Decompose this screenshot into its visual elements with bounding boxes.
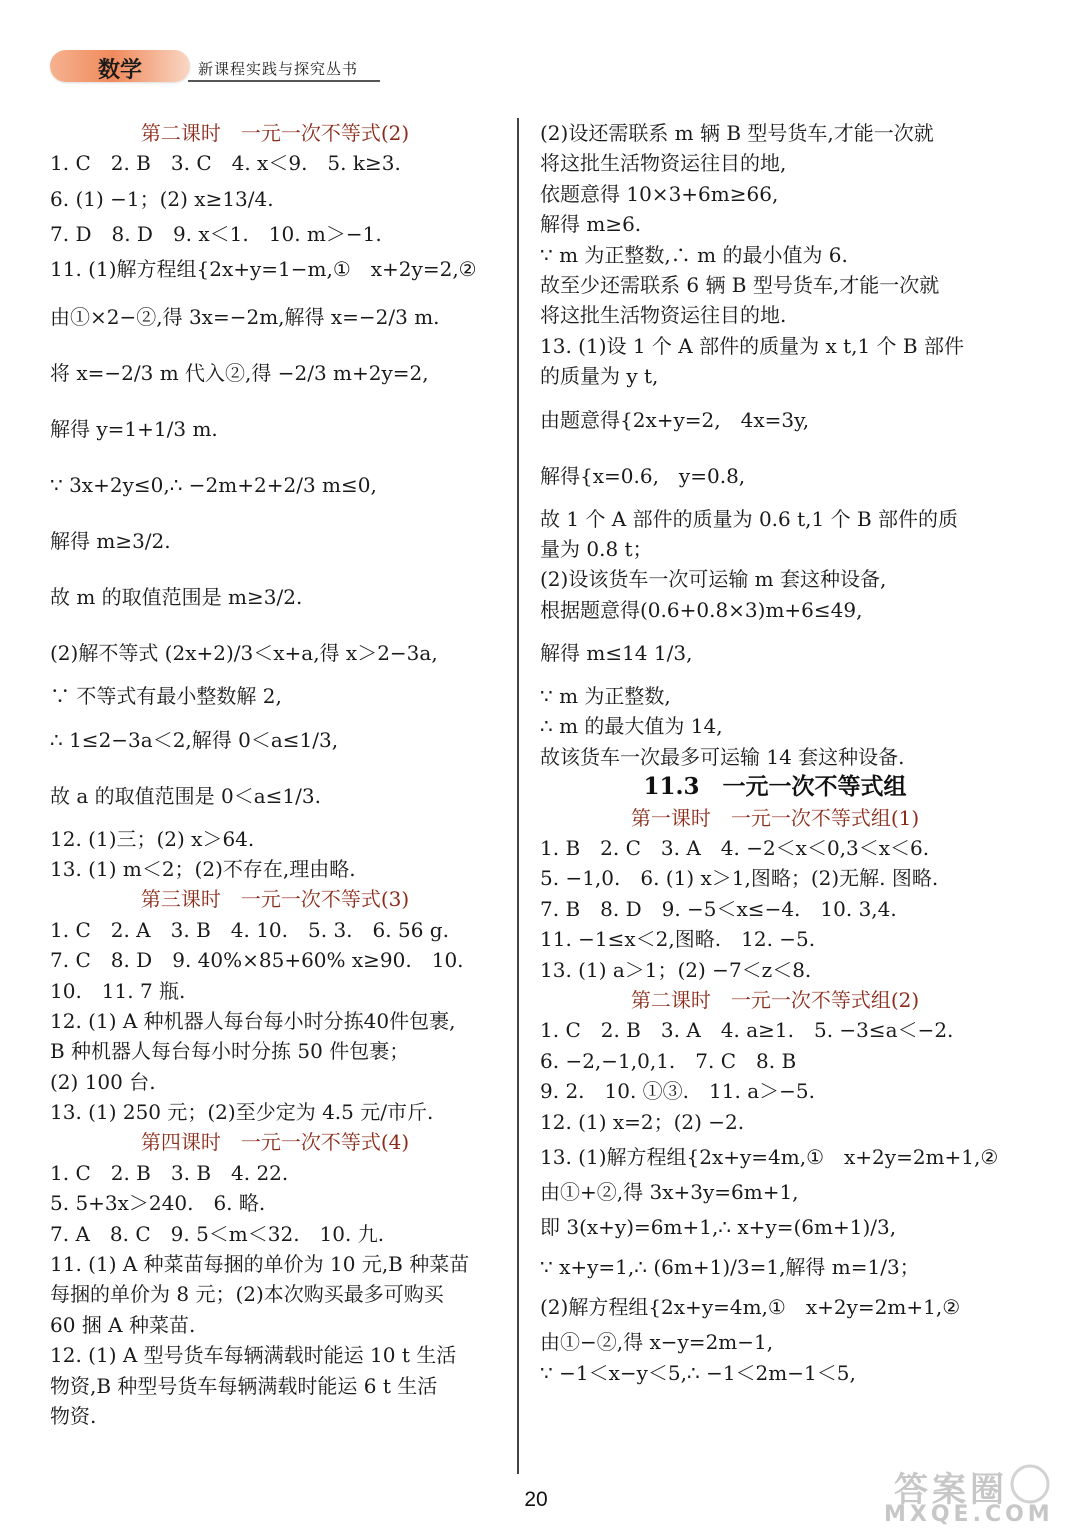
answer-line: (2)设该货车一次可运输 m 套这种设备, (540, 567, 887, 592)
answer-line: 解得 m≤14 1/3, (540, 641, 693, 666)
answer-line: 根据题意得(0.6+0.8×3)m+6≤49, (540, 597, 863, 622)
answer-line: 12. (1)三；(2) x＞64. (50, 826, 255, 851)
answer-line: 5. 5+3x＞240. 6. 略. (50, 1191, 266, 1216)
answer-line: 故至少还需联系 6 辆 B 型号货车,才能一次就 (540, 272, 940, 297)
answer-line: 13. (1) a＞1；(2) −7＜z＜8. (540, 957, 812, 982)
answer-line: 6. −2,−1,0,1. 7. C 8. B (540, 1048, 797, 1073)
answer-line: 每捆的单价为 8 元；(2)本次购买最多可购买 (50, 1282, 444, 1307)
answer-line: (2)解不等式 (2x+2)/3＜x+a,得 x＞2−3a, (50, 641, 438, 666)
answer-line: 60 捆 A 种菜苗. (50, 1312, 196, 1337)
answer-line: ∵ −1＜x−y＜5,∴ −1＜2m−1＜5, (540, 1360, 856, 1385)
answer-line: 10. 11. 7 瓶. (50, 978, 186, 1003)
answer-line: 11. −1≤x＜2,图略. 12. −5. (540, 927, 816, 952)
answer-line: 物资. (50, 1403, 97, 1428)
section-heading: 第一课时 一元一次不等式组(1) (630, 805, 920, 830)
left-column (50, 118, 500, 1431)
answer-line: 13. (1)解方程组{2x+y=4m,① x+2y=2m+1,② (540, 1144, 999, 1169)
column-divider (517, 118, 519, 1474)
section-heading: 第二课时 一元一次不等式组(2) (630, 987, 920, 1012)
watermark-url: MXQE.COM (884, 1502, 1054, 1527)
answer-line: 物资,B 种型号货车每辆满载时能运 6 t 生活 (50, 1373, 438, 1398)
answer-line: 11. (1)解方程组{2x+y=1−m,① x+2y=2,② (50, 257, 477, 282)
answer-line: ∵ 3x+2y≤0,∴ −2m+2+2/3 m≤0, (50, 473, 377, 498)
answer-line: 解得{x=0.6, y=0.8, (540, 463, 746, 488)
answer-line: 6. (1) −1；(2) x≥13/4. (50, 186, 274, 211)
answer-line: 1. C 2. B 3. B 4. 22. (50, 1160, 289, 1185)
right-column (540, 118, 1010, 1388)
answer-line: 依题意得 10×3+6m≥66, (540, 181, 779, 206)
answer-line: 12. (1) A 型号货车每辆满载时能运 10 t 生活 (50, 1343, 457, 1368)
watermark-text: 答案圈 (894, 1470, 1008, 1510)
answer-line: 解得 m≥3/2. (50, 529, 171, 554)
subject-label: 数学 (98, 58, 143, 83)
answer-line: 7. A 8. C 9. 5＜m＜32. 10. 九. (50, 1221, 385, 1246)
header-underline (188, 80, 380, 82)
answer-line: 12. (1) A 种机器人每台每小时分拣40件包裹, (50, 1008, 456, 1033)
answer-line: 将 x=−2/3 m 代入②,得 −2/3 m+2y=2, (50, 361, 429, 386)
answer-line: 13. (1) m＜2；(2)不存在,理由略. (50, 856, 356, 881)
answer-line: 故 a 的取值范围是 0＜a≤1/3. (50, 783, 321, 808)
answer-line: 由①+②,得 3x+3y=6m+1, (540, 1179, 799, 1204)
answer-line: 故 m 的取值范围是 m≥3/2. (50, 585, 303, 610)
answer-line: 由题意得{2x+y=2, 4x=3y, (540, 407, 810, 432)
subject-tab (50, 50, 190, 82)
answer-line: 故该货车一次最多可运输 14 套这种设备. (540, 744, 905, 769)
watermark-logo (880, 1462, 1056, 1528)
section-heading: 第二课时 一元一次不等式(2) (140, 121, 410, 145)
series-title: 新课程实践与探究丛书 (198, 60, 359, 78)
answer-line: 1. C 2. B 3. A 4. a≥1. 5. −3≤a＜−2. (540, 1018, 954, 1043)
answer-line: 13. (1) 250 元；(2)至少定为 4.5 元/市斤. (50, 1100, 434, 1125)
answer-line: 7. D 8. D 9. x＜1. 10. m＞−1. (50, 221, 382, 246)
answer-line: 1. B 2. C 3. A 4. −2＜x＜0,3＜x＜6. (540, 836, 930, 861)
answer-line: 13. (1)设 1 个 A 部件的质量为 x t,1 个 B 部件 (540, 333, 964, 358)
answer-line: 解得 m≥6. (540, 212, 642, 237)
answer-line: B 种机器人每台每小时分拣 50 件包裹； (50, 1039, 410, 1064)
answer-line: ∵ m 为正整数, (540, 684, 671, 709)
answer-line: ∴ m 的最大值为 14, (540, 714, 723, 739)
answer-line: (2)设还需联系 m 辆 B 型号货车,才能一次就 (540, 121, 934, 145)
answer-line: 12. (1) x=2；(2) −2. (540, 1109, 745, 1134)
section-heading: 第三课时 一元一次不等式(3) (140, 887, 410, 912)
answer-line: 1. C 2. B 3. C 4. x＜9. 5. k≥3. (50, 151, 401, 176)
answer-line: 11. (1) A 种菜苗每捆的单价为 10 元,B 种菜苗 (50, 1252, 470, 1277)
answer-line: 由①−②,得 x−y=2m−1, (540, 1330, 774, 1355)
answer-line: ∴ 1≤2−3a＜2,解得 0＜a≤1/3, (50, 727, 339, 752)
answer-line: (2)解方程组{2x+y=4m,① x+2y=2m+1,② (540, 1295, 961, 1320)
answer-line: 的质量为 y t, (540, 364, 659, 389)
answer-line: 9. 2. 10. ①③. 11. a＞−5. (540, 1079, 815, 1104)
answer-line: 故 1 个 A 部件的质量为 0.6 t,1 个 B 部件的质 (540, 506, 959, 531)
answer-line: 将这批生活物资运往目的地, (540, 151, 787, 176)
answer-line: 1. C 2. A 3. B 4. 10. 5. 3. 6. 56 g. (50, 917, 449, 942)
answer-line: 将这批生活物资运往目的地. (540, 303, 787, 328)
answer-line: (2) 100 台. (50, 1069, 156, 1094)
answer-line: ∵ x+y=1,∴ (6m+1)/3=1,解得 m=1/3； (540, 1255, 920, 1280)
answer-line: ∵ m 为正整数,∴ m 的最小值为 6. (540, 242, 848, 267)
answer-line: 5. −1,0. 6. (1) x＞1,图略；(2)无解. 图略. (540, 866, 939, 891)
answer-line: 解得 y=1+1/3 m. (50, 417, 218, 442)
answer-line: 7. C 8. D 9. 40%×85+60% x≥90. 10. (50, 948, 464, 973)
chapter-heading: 11.3 一元一次不等式组 (643, 773, 907, 801)
answer-line: ∵ 不等式有最小整数解 2, (50, 684, 282, 709)
page-header (50, 48, 380, 86)
answer-line: 量为 0.8 t； (540, 536, 653, 561)
page-number: 20 (524, 1488, 548, 1511)
section-heading: 第四课时 一元一次不等式(4) (140, 1130, 410, 1155)
answer-line: 7. B 8. D 9. −5＜x≤−4. 10. 3,4. (540, 896, 897, 921)
answer-line: 由①×2−②,得 3x=−2m,解得 x=−2/3 m. (50, 305, 440, 330)
answer-line: 即 3(x+y)=6m+1,∴ x+y=(6m+1)/3, (540, 1215, 897, 1240)
